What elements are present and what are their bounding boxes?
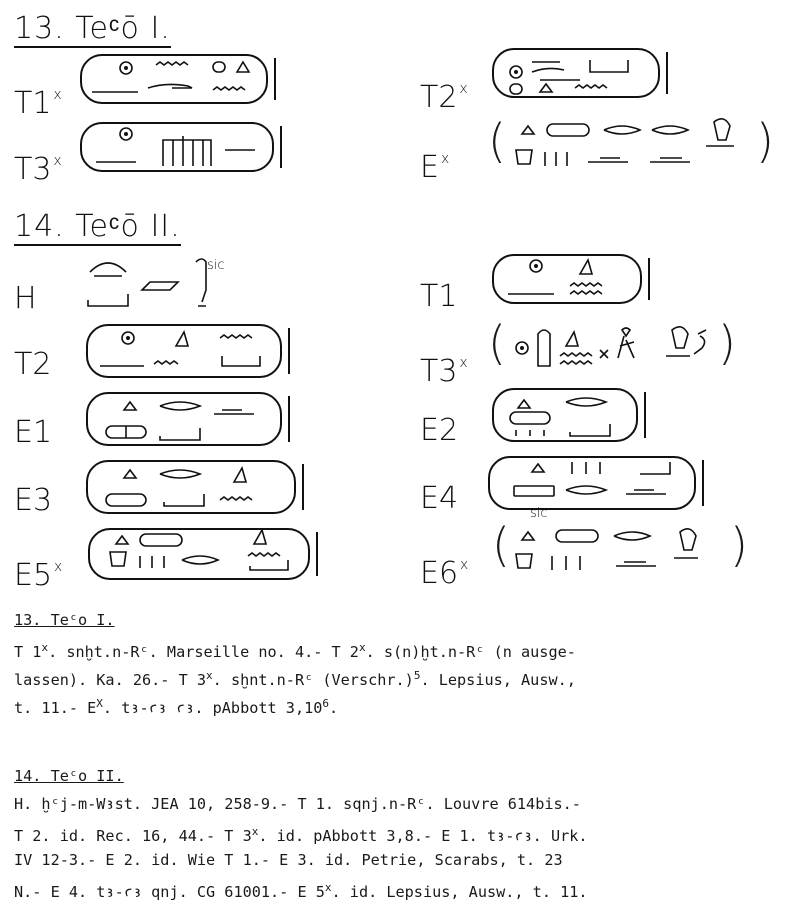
cartouche-e6-14-left: ( [492, 518, 510, 572]
cartouche-t3-14-right: ) [718, 316, 736, 370]
section-13-title: 13. Teᶜō I. [14, 11, 171, 46]
note-14-line-4: N.- E 4. tꜣ-ꜥꜣ qnj. CG 61001.- E 5$^x$. id. Lepsius, Ausw., t. 11. [14, 881, 588, 901]
label-e3-14: E3 [14, 483, 53, 518]
glyph-group-h-14 [88, 259, 206, 306]
label-e6-14: E6 $^x$ [420, 556, 469, 591]
glyph-group-e-13 [516, 119, 734, 166]
label-e4-14: E4 [420, 481, 459, 516]
glyph-group-e5-14 [110, 530, 288, 570]
glyph-group-e1-14 [106, 402, 254, 440]
label-e5-14: E5 $^x$ [14, 558, 63, 593]
glyph-group-t3-14 [516, 327, 706, 366]
glyph-group-e2-14 [510, 398, 610, 436]
label-e1-14: E1 [14, 415, 53, 450]
cartouche-e-13-left: ( [488, 114, 506, 168]
note-13-line-3: t. 11.- $E^X$. tꜣ-ꜥꜣ ꜥꜣ. pAbbott 3,10$^6$. [14, 697, 339, 717]
note-14-line-2: T 2. id. Rec. 16, 44.- T 3$^x$. id. pAbbott 3,8.- E 1. tꜣ-ꜥꜣ. Urk. [14, 825, 588, 845]
cartouche-e6-14-right: ) [730, 518, 748, 572]
glyph-group-e6-14 [516, 529, 698, 570]
label-e-13: E $^x$ [420, 150, 450, 185]
cartouche-e-13-right: ) [756, 114, 774, 168]
glyph-group-e3-14 [106, 468, 252, 506]
glyph-group-t1-13 [92, 62, 249, 92]
glyph-group-t3-13 [96, 128, 255, 166]
note-14-heading: 14. Teᶜo II. [14, 767, 124, 785]
label-t1-14: T1 [420, 279, 458, 314]
label-t3-13: T3 $^x$ [14, 152, 62, 187]
glyph-group-t2-13 [510, 60, 628, 94]
glyph-group-t2-14 [100, 332, 260, 366]
note-14-line-1: H. ḫᶜj-m-Wꜣst. JEA 10, 258-9.- T 1. sqnj.n-Rᶜ. Louvre 614bis.- [14, 795, 581, 813]
section-14-title: 14. Teᶜō II. [14, 209, 181, 244]
label-h-14: H [14, 281, 37, 316]
label-t2-14: T2 [14, 347, 52, 382]
label-t1-13: T1 $^x$ [14, 86, 62, 121]
glyph-group-t1-14 [508, 260, 602, 294]
glyph-group-e4-14 [514, 462, 670, 496]
note-13-line-2: lassen). Ka. 26.- T 3$^x$. sḫnt.n-Rᶜ (Verschr.)$^5$. Lepsius, Ausw., [14, 669, 576, 689]
sic-note-1: sic [207, 258, 225, 273]
sic-note-2: sic [530, 506, 548, 521]
label-t3-14: T3 $^x$ [420, 354, 468, 389]
label-e2-14: E2 [420, 413, 459, 448]
cartouche-t3-14-left: ( [488, 316, 506, 370]
note-14-line-3: IV 12-3.- E 2. id. Wie T 1.- E 3. id. Petrie, Scarabs, t. 23 [14, 851, 563, 869]
note-13-line-1: T 1$^x$. snḫt.n-Rᶜ. Marseille no. 4.- T 2$^x$. s(n)ḫt.n-Rᶜ (n ausge- [14, 641, 576, 661]
label-t2-13: T2 $^x$ [420, 80, 468, 115]
note-13-heading: 13. Teᶜo I. [14, 611, 115, 629]
